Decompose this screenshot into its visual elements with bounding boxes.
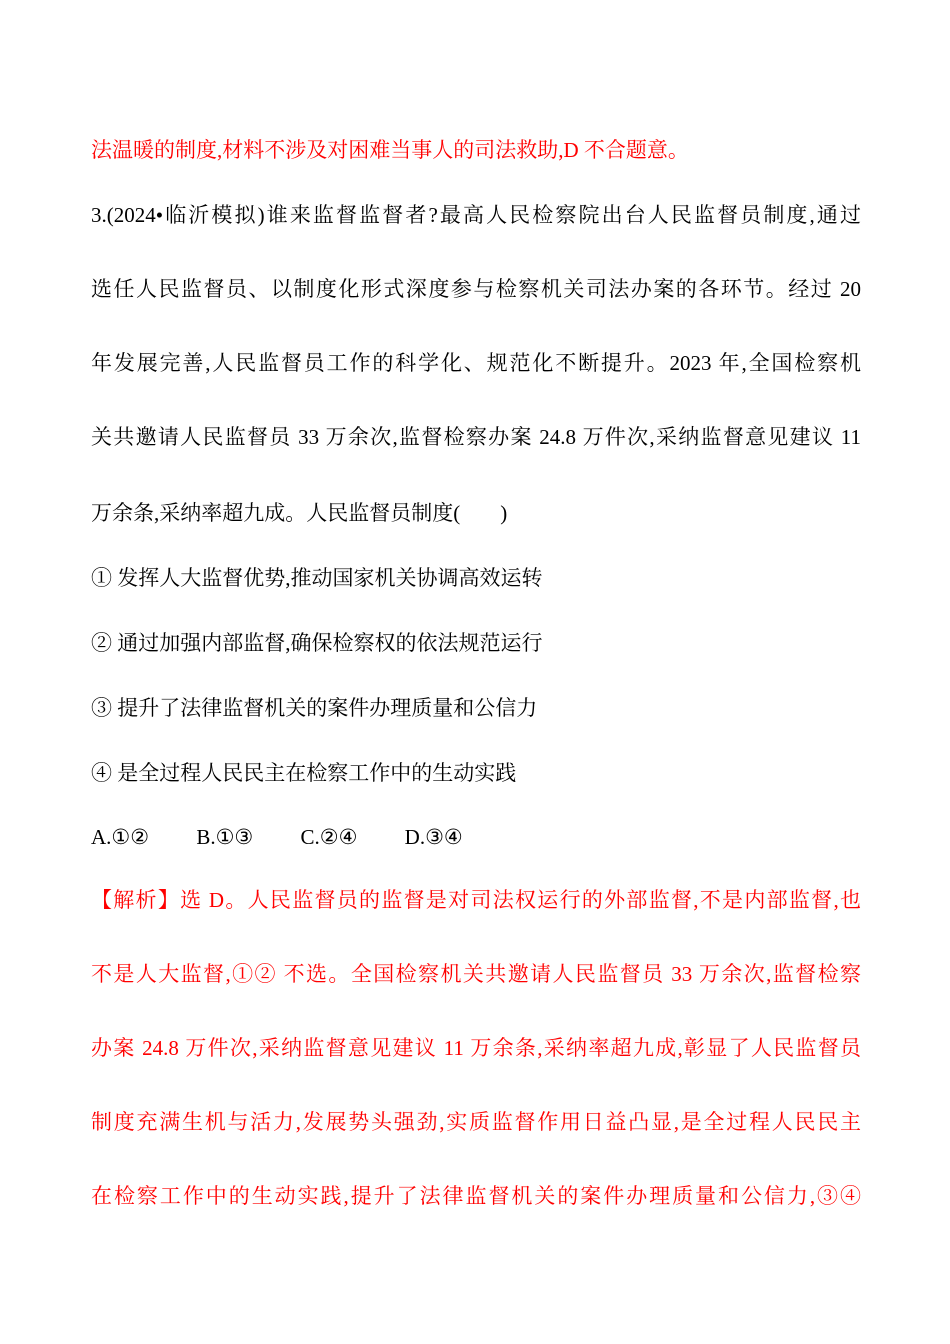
option-3: ③ 提升了法律监督机关的案件办理质量和公信力 [91, 696, 538, 720]
option-1: ① 发挥人大监督优势,推动国家机关协调高效运转 [91, 566, 543, 590]
choice-c: C.②④ [300, 825, 358, 849]
question-line-5 [91, 499, 861, 527]
option-4: ④ 是全过程人民民主在检察工作中的生动实践 [91, 761, 517, 785]
choice-d: D.③④ [404, 825, 463, 849]
question-line-2: 选任人民监督员、以制度化形式深度参与检察机关司法办案的各环节。经过 20 [91, 277, 861, 301]
analysis-line-2: 不是人大监督,①② 不选。全国检察机关共邀请人民监督员 33 万余次,监督检察 [91, 962, 861, 986]
close-paren: ) [500, 501, 508, 525]
question-stem-end: 万余条,采纳率超九成。人民监督员制度( [91, 501, 461, 525]
option-2: ② 通过加强内部监督,确保检察权的依法规范运行 [91, 631, 543, 655]
analysis-line-3: 办案 24.8 万件次,采纳监督意见建议 11 万余条,采纳率超九成,彰显了人民监督员 [91, 1036, 861, 1060]
previous-answer-continuation: 法温暖的制度,材料不涉及对困难当事人的司法救助,D 不合题意。 [91, 138, 689, 162]
question-line-3: 年发展完善,人民监督员工作的科学化、规范化不断提升。2023 年,全国检察机 [91, 351, 861, 375]
question-line-4: 关共邀请人民监督员 33 万余次,监督检察办案 24.8 万件次,采纳监督意见建议 11 [91, 425, 861, 449]
question-line-1: 3.(2024•临沂模拟)谁来监督监督者?最高人民检察院出台人民监督员制度,通过 [91, 203, 861, 227]
analysis-line-1: 【解析】选 D。人民监督员的监督是对司法权运行的外部监督,不是内部监督,也 [91, 888, 861, 912]
answer-choices [91, 823, 861, 851]
analysis-line-5: 在检察工作中的生动实践,提升了法律监督机关的案件办理质量和公信力,③④ [91, 1184, 861, 1208]
analysis-line-4: 制度充满生机与活力,发展势头强劲,实质监督作用日益凸显,是全过程人民民主 [91, 1110, 861, 1134]
choice-b: B.①③ [196, 825, 254, 849]
choice-a: A.①② [91, 825, 150, 849]
